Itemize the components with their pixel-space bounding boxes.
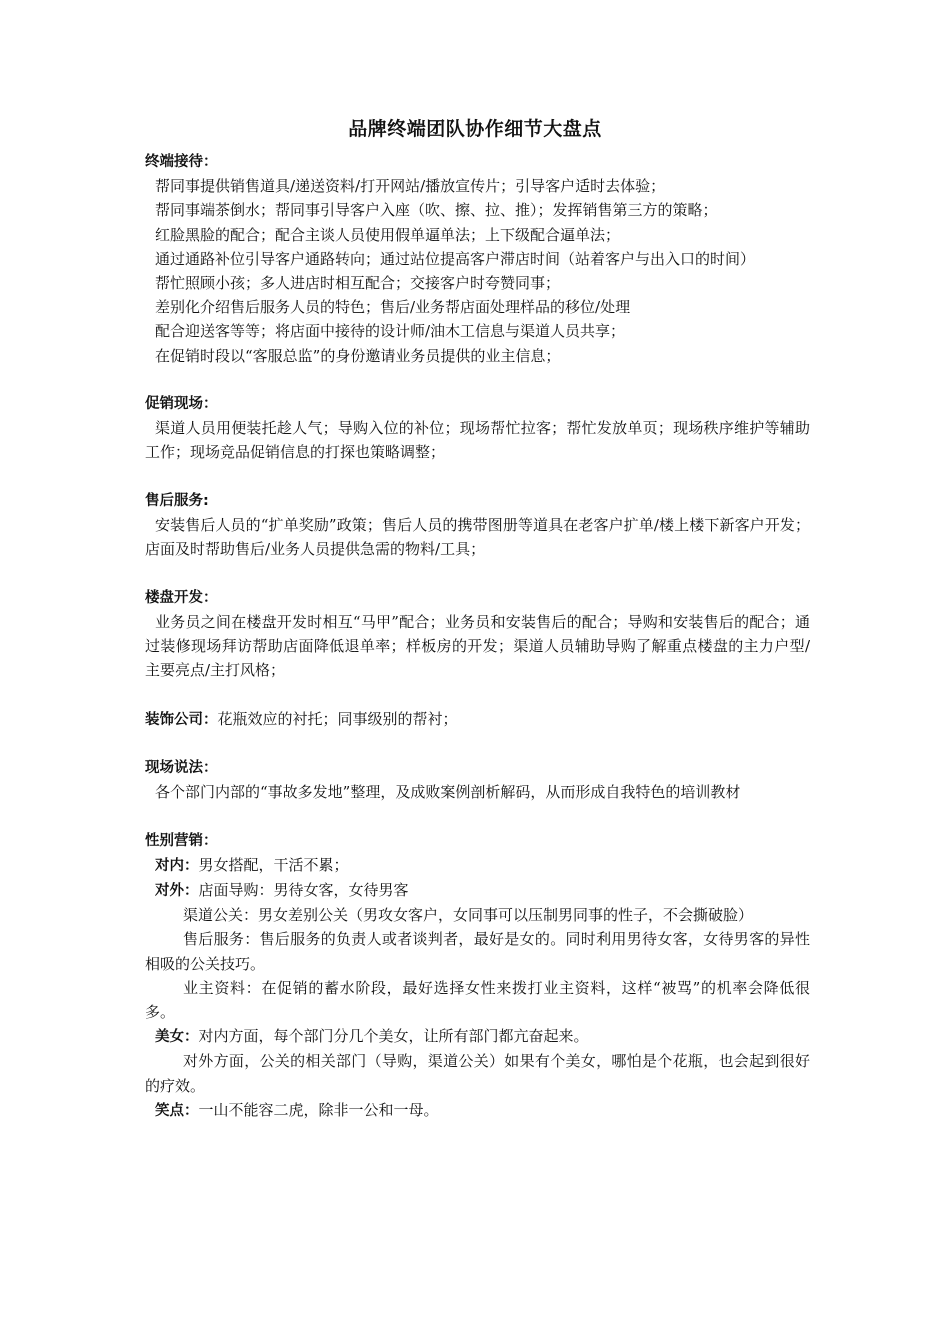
property-text: 业务员之间在楼盘开发时相互“马甲”配合；业务员和安装售后的配合；导购和安装售后的配合；通过装修现场拜访帮助店面降低退单率；样板房的开发；渠道人员辅助导购了解重点楼盘的主力户型/主要亮点/主打风格； <box>145 612 810 680</box>
after-sales-text: 安装售后人员的“扩单奖励”政策；售后人员的携带图册等道具在老客户扩单/楼上楼下新客户开发；店面及时帮助售后/业务人员提供急需的物料/工具； <box>145 516 810 559</box>
reception-line: 配合迎送客等等；将店面中接待的设计师/油木工信息与渠道人员共享； <box>155 322 626 341</box>
section-heading-after-sales: 售后服务: <box>145 492 209 509</box>
joke-line <box>145 1098 810 1123</box>
beauty-label: 美女： <box>155 1029 199 1046</box>
external-text: 店面导购：男待女客，女待男客 <box>198 881 409 899</box>
beauty-external-text: 对外方面，公关的相关部门（导购，渠道公关）如果有个美女，哪怕是个花瓶，也会起到很好的疗效。 <box>145 1052 810 1095</box>
beauty-text: 对内方面，每个部门分几个美女，让所有部门都亢奋起来。 <box>198 1027 589 1046</box>
external-label: 对外： <box>155 883 199 899</box>
owner-data-text: 业主资料：在促销的蓄水阶段，最好选择女性来拨打业主资料，这样“被骂”的机率会降低很多。 <box>145 978 810 1022</box>
joke-text: 一山不能容二虎，除非一公和一母。 <box>198 1100 439 1119</box>
document-title: 品牌终端团队协作细节大盘点 <box>348 118 602 140</box>
reception-line: 在促销时段以“客服总监”的身份邀请业务员提供的业主信息； <box>155 346 561 365</box>
onsite-text: 各个部门内部的“事故多发地”整理，及成败案例剖析解码，从而形成自我特色的培训教材 <box>155 783 741 802</box>
decoration-text: 花瓶效应的衬托；同事级别的帮衬； <box>217 709 458 728</box>
reception-line: 通过通路补位引导客户通路转向；通过站位提高客户滞店时间（站着客户与出入口的时间） <box>155 249 756 268</box>
after-sales-gender-text: 售后服务：售后服务的负责人或者谈判者，最好是女的。同时利用男待女客，女待男客的异性相吸的公关技巧。 <box>145 930 810 973</box>
reception-line: 帮忙照顾小孩；多人进店时相互配合；交接客户时夸赞同事； <box>155 274 561 293</box>
gender-internal-line <box>145 853 810 878</box>
reception-line: 帮同事端茶倒水；帮同事引导客户入座（吹、擦、拉、推）；发挥销售第三方的策略； <box>155 201 718 220</box>
reception-line: 帮同事提供销售道具/递送资料/打开网站/播放宣传片；引导客户适时去体验； <box>155 177 666 196</box>
reception-line: 差别化介绍售后服务人员的特色；售后/业务帮店面处理样品的移位/处理 <box>155 298 631 317</box>
section-heading-gender: 性别营销： <box>145 832 218 849</box>
promotion-text: 渠道人员用便装托趁人气；导购入位的补位；现场帮忙拉客；帮忙发放单页；现场秩序维护等辅助工作；现场竞品促销信息的打探也策略调整； <box>145 419 810 462</box>
beauty-line <box>145 1024 810 1049</box>
gender-external-line <box>145 878 810 903</box>
channel-pr-text: 渠道公关：男女差别公关（男攻女客户，女同事可以压制男同事的性子，不会撕破脸） <box>183 906 754 925</box>
document-body <box>145 150 810 1123</box>
section-heading-promotion: 促销现场： <box>145 396 218 413</box>
section-heading-decoration: 装饰公司： <box>145 711 218 728</box>
internal-label: 对内： <box>155 857 199 874</box>
section-heading-reception: 终端接待： <box>145 154 218 170</box>
internal-text: 男女搭配，干活不累； <box>198 855 349 874</box>
decoration-line <box>145 707 810 732</box>
section-heading-onsite: 现场说法： <box>145 760 218 776</box>
joke-label: 笑点： <box>155 1102 199 1119</box>
reception-line: 红脸黑脸的配合；配合主谈人员使用假单逼单法；上下级配合逼单法； <box>155 225 621 244</box>
section-heading-property: 楼盘开发： <box>145 589 218 606</box>
